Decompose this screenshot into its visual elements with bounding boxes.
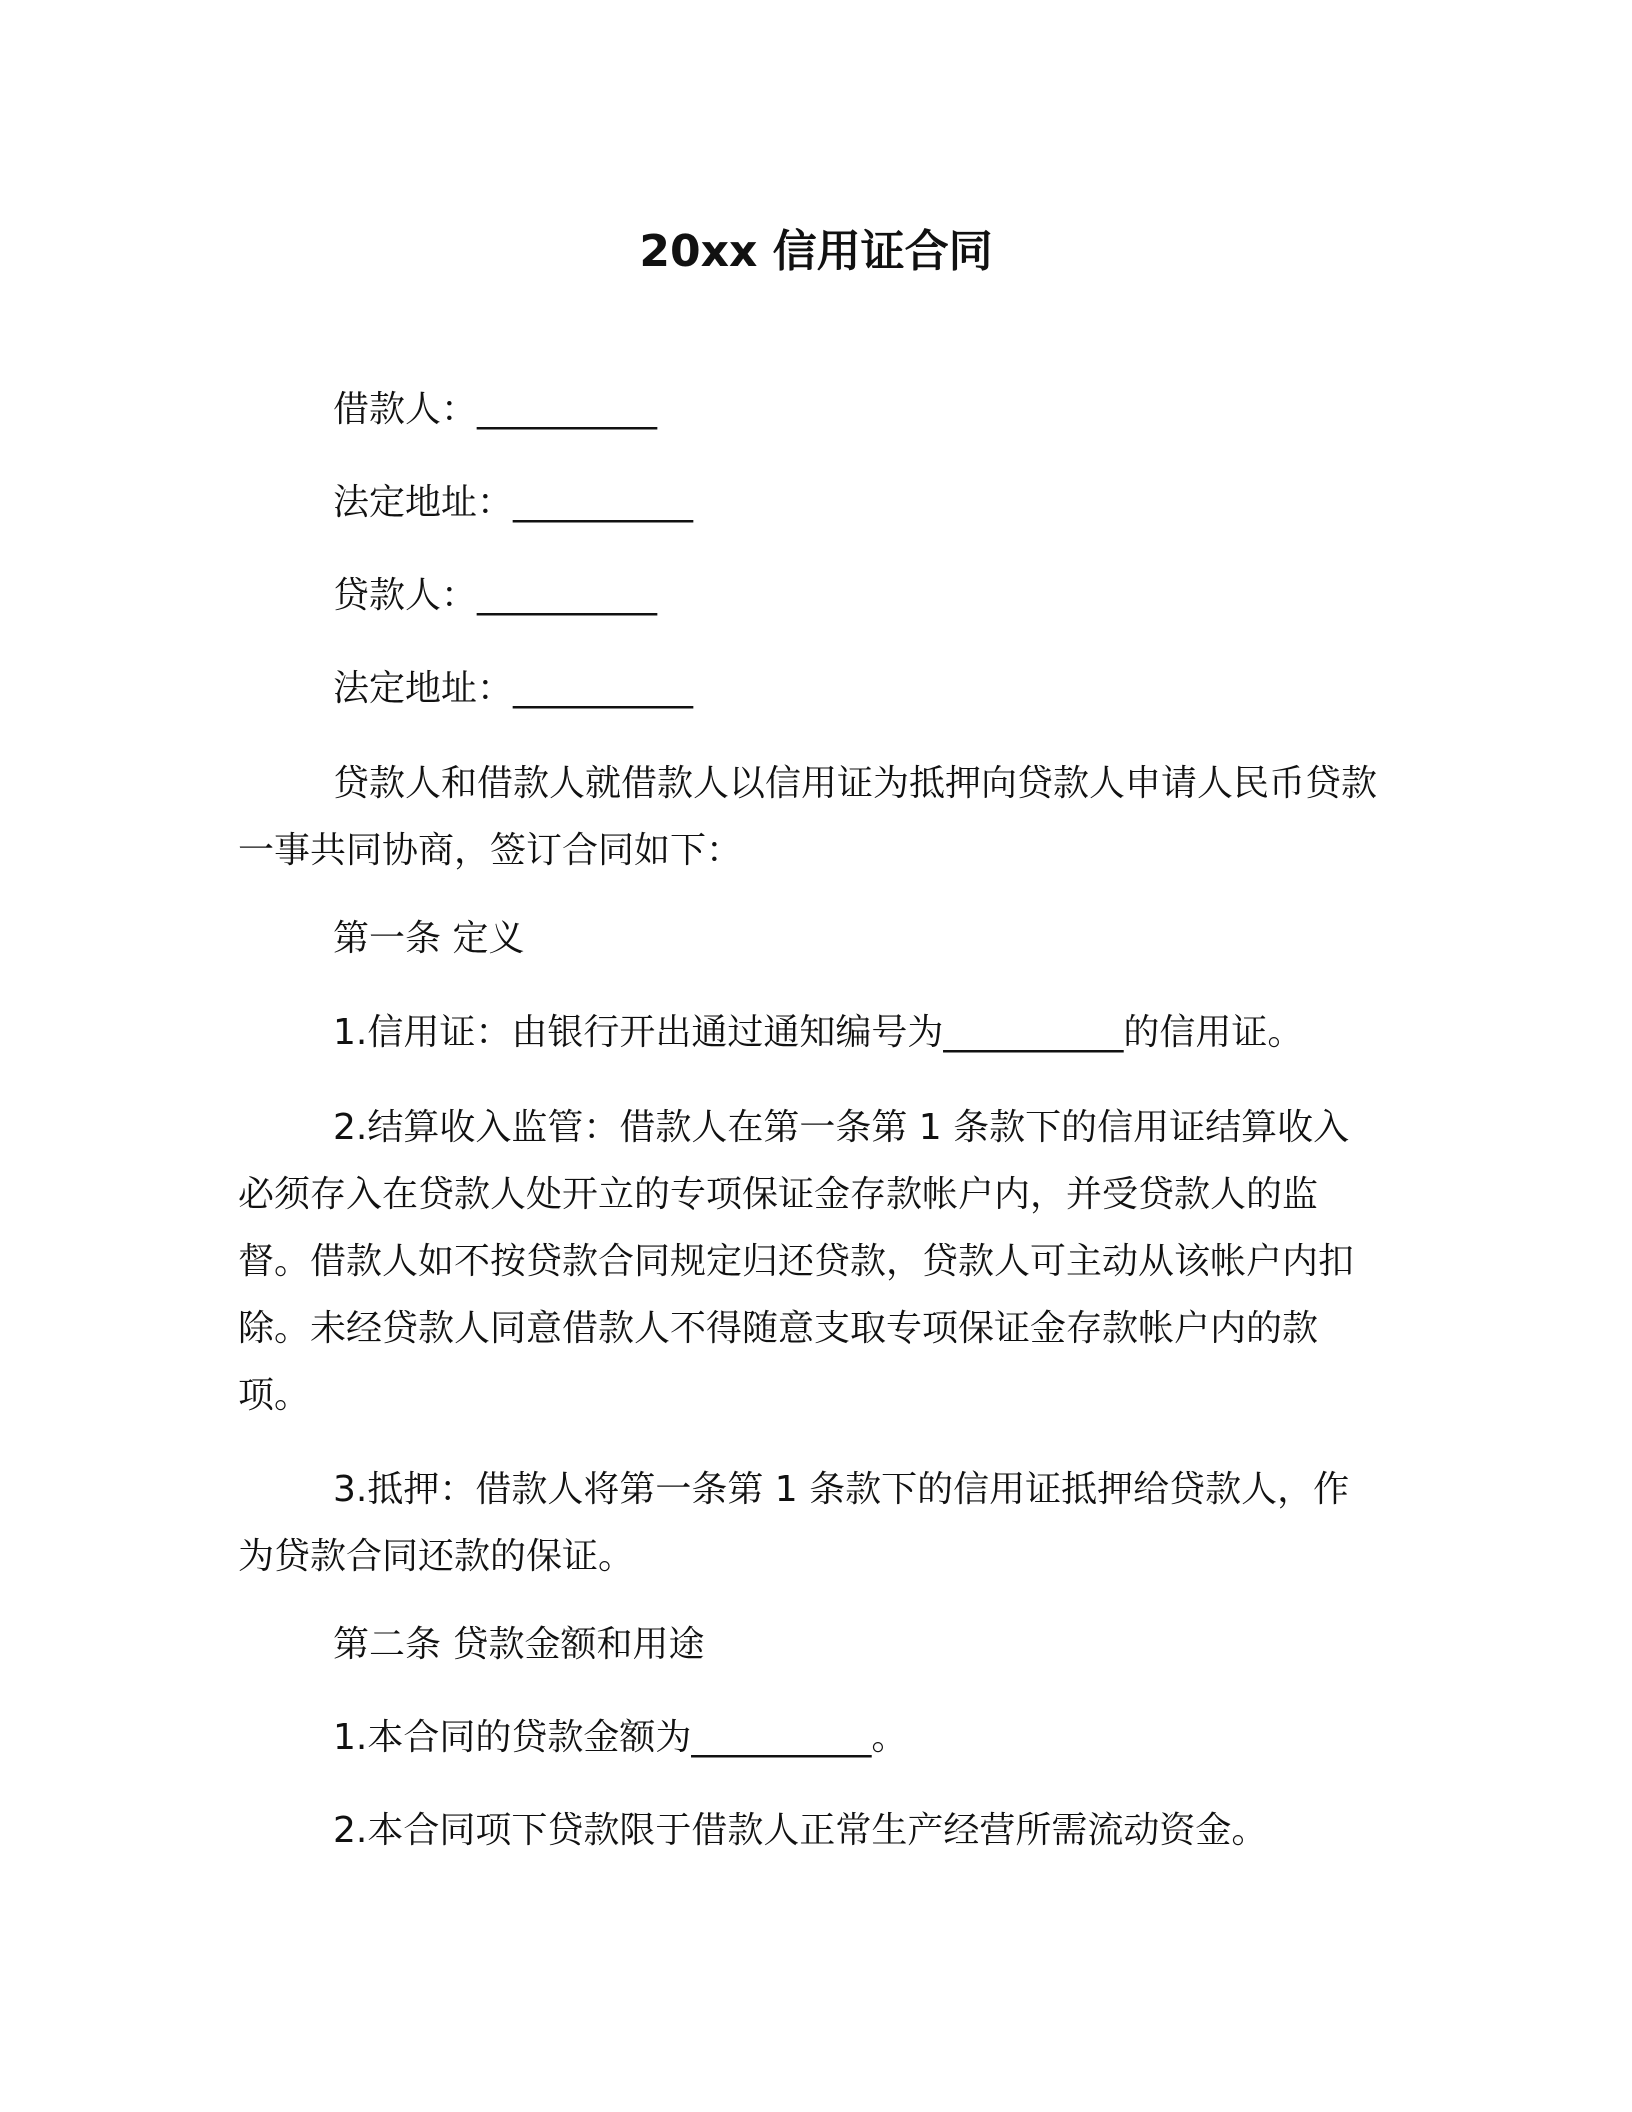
article2-item2: 2.本合同项下贷款限于借款人正常生产经营所需流动资金。 bbox=[333, 1810, 1268, 1851]
borrower-line: 借款人：__________ bbox=[333, 389, 658, 430]
borrower-address-line: 法定地址：__________ bbox=[333, 482, 694, 523]
article1-item3: 3.抵押：借款人将第一条第 1 条款下的信用证抵押给贷款人，作为贷款合同还款的保证。 bbox=[238, 1469, 1350, 1577]
article2-heading: 第二条 贷款金额和用途 bbox=[333, 1624, 705, 1665]
lender-address-line: 法定地址：__________ bbox=[333, 668, 694, 709]
article2-item1: 1.本合同的贷款金额为__________。 bbox=[333, 1717, 908, 1758]
article1-item1: 1.信用证：由银行开出通过通知编号为__________的信用证。 bbox=[333, 1012, 1304, 1053]
preamble-paragraph: 贷款人和借款人就借款人以信用证为抵押向贷款人申请人民币贷款一事共同协商，签订合同如下： bbox=[238, 763, 1378, 871]
article1-item2: 2.结算收入监管：借款人在第一条第 1 条款下的信用证结算收入必须存入在贷款人处开立的专项保证金存款帐户内，并受贷款人的监督。借款人如不按贷款合同规定归还贷款，贷款人可主动从该帐户内扣除。未经贷款人同意借款人不得随意支取专项保证金存款帐户内的款项。 bbox=[238, 1107, 1355, 1416]
article1-heading: 第一条 定义 bbox=[333, 918, 525, 959]
lender-line: 贷款人：__________ bbox=[333, 575, 658, 616]
document-title: 20xx 信用证合同 bbox=[639, 226, 993, 277]
